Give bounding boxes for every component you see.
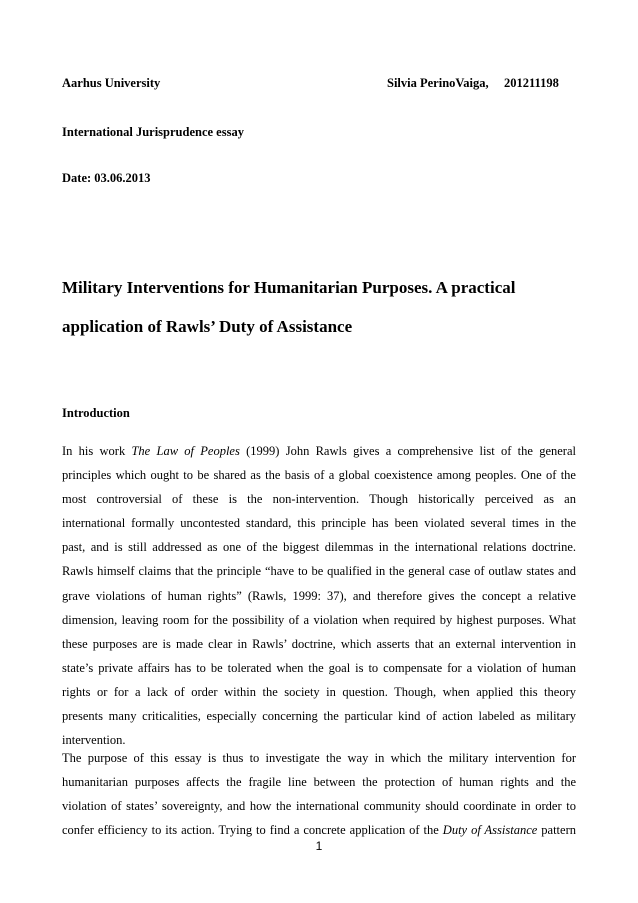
- essay-title-line-1: Military Interventions for Humanitarian Purposes. A practical: [62, 278, 516, 297]
- paragraph-line: dimension, leaving room for the possibility of a violation when required by highest purposes. What: [62, 612, 576, 627]
- university-name: Aarhus University: [62, 76, 161, 90]
- paragraph-line: principles which ought to be shared as the basis of a global coexistence among peoples. One of the: [62, 468, 576, 483]
- paragraph-line: international formally uncontested standard, this principle has been violated several times in the: [62, 516, 576, 531]
- book-title: The Law of Peoples: [131, 444, 240, 458]
- paragraph-line: most controversial of these is the non-intervention. Though historically perceived as an: [62, 492, 576, 507]
- paragraph-line: Rawls himself claims that the principle “have to be qualified in the general case of outlaw states and: [62, 564, 576, 579]
- paragraph-line: grave violations of human rights” (Rawls, 1999: 37), and therefore gives the concept a relative: [62, 588, 576, 603]
- page-number: 1: [315, 839, 323, 853]
- paragraph-line: confer efficiency to its action. Trying to find a concrete application of the Duty of Assistance pattern: [62, 823, 576, 838]
- paragraph-line: violation of states’ sovereignty, and how the international community should coordinate in order to: [62, 799, 576, 814]
- student-id: 201211198: [504, 76, 559, 90]
- paragraph-line: these purposes are is made clear in Rawls’ doctrine, which asserts that an external intervention in: [62, 636, 576, 651]
- course-name: International Jurisprudence essay: [62, 125, 244, 139]
- section-heading: Introduction: [62, 406, 130, 420]
- paragraph-line: The purpose of this essay is thus to investigate the way in which the military intervention for: [62, 751, 576, 765]
- paragraph-line: state’s private affairs has to be tolerated when the goal is to compensate for a violation of human: [62, 660, 576, 675]
- essay-date: Date: 03.06.2013: [62, 171, 151, 185]
- paragraph-line: In his work The Law of Peoples (1999) John Rawls gives a comprehensive list of the general: [62, 444, 576, 458]
- paragraph-line: rights or for a lack of order within the society in question. Though, when applied this theory: [62, 684, 576, 699]
- paragraph-line: presents many criticalities, especially concerning the particular kind of action labeled as military: [62, 709, 576, 724]
- paragraph-line: past, and is still addressed as one of the biggest dilemmas in the international relations doctrine.: [62, 540, 576, 555]
- paragraph-line: intervention.: [62, 733, 126, 748]
- paragraph-2: [62, 746, 576, 842]
- paragraph-1: [62, 439, 576, 752]
- author-name: Silvia PerinoVaiga,: [387, 76, 489, 90]
- duty-of-assistance-term: Duty of Assistance: [442, 823, 538, 838]
- paragraph-line: humanitarian purposes affects the fragile line between the protection of human rights and the: [62, 775, 576, 790]
- essay-title-line-2: application of Rawls’ Duty of Assistance: [62, 317, 353, 336]
